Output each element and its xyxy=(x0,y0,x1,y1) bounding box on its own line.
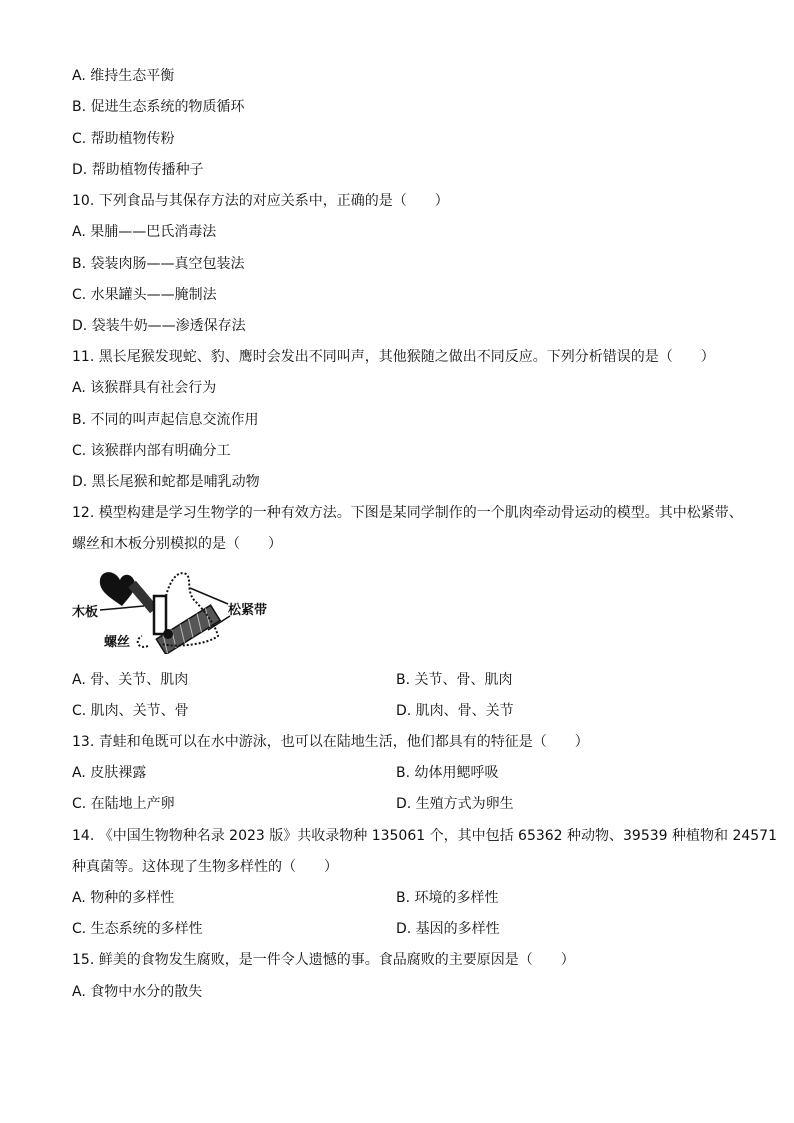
q12-option-b: B. 关节、骨、肌肉 xyxy=(396,672,513,688)
q9-option-a: A. 维持生态平衡 xyxy=(72,68,175,84)
screw xyxy=(163,629,173,639)
label-board: 木板 xyxy=(72,605,99,620)
pointer-band-1 xyxy=(190,588,228,604)
q10-option-b: B. 袋装肉肠——真空包装法 xyxy=(72,256,245,272)
label-screw: 螺丝 xyxy=(104,635,131,650)
muscle-bone-model-figure xyxy=(68,566,300,654)
q10-option-c: C. 水果罐头——腌制法 xyxy=(72,287,217,303)
q15-option-a: A. 食物中水分的散失 xyxy=(72,984,203,1000)
q10-stem: 10. 下列食品与其保存方法的对应关系中，正确的是（ ） xyxy=(72,193,449,209)
q12-option-a: A. 骨、关节、肌肉 xyxy=(72,672,189,688)
q14-option-c: C. 生态系统的多样性 xyxy=(72,921,203,937)
q13-stem: 13. 青蛙和龟既可以在水中游泳，也可以在陆地生活，他们都具有的特征是（ ） xyxy=(72,734,589,750)
q9-option-c: C. 帮助植物传粉 xyxy=(72,131,175,147)
q11-stem: 11. 黑长尾猴发现蛇、豹、鹰时会发出不同叫声，其他猴随之做出不同反应。下列分析错误的是（ ） xyxy=(72,349,715,365)
vertical-bone xyxy=(154,596,166,634)
q13-option-c: C. 在陆地上产卵 xyxy=(72,796,175,812)
q12-option-c: C. 肌肉、关节、骨 xyxy=(72,703,189,719)
q15-stem: 15. 鲜美的食物发生腐败，是一件令人遗憾的事。食品腐败的主要原因是（ ） xyxy=(72,952,575,968)
q10-option-a: A. 果脯——巴氏消毒法 xyxy=(72,224,217,240)
q14-option-d: D. 基因的多样性 xyxy=(396,921,500,937)
q12-stem-line1: 12. 模型构建是学习生物学的一种有效方法。下图是某同学制作的一个肌肉牵动骨运动的模型。其中松紧带、 xyxy=(72,505,743,521)
q14-option-b: B. 环境的多样性 xyxy=(396,890,499,906)
q10-option-d: D. 袋装牛奶——渗透保存法 xyxy=(72,318,246,334)
q14-stem-line2: 种真菌等。这体现了生物多样性的（ ） xyxy=(72,859,338,875)
q9-option-d: D. 帮助植物传播种子 xyxy=(72,162,204,178)
pointer-board xyxy=(100,606,144,610)
heart-shape xyxy=(100,572,135,606)
q11-option-b: B. 不同的叫声起信息交流作用 xyxy=(72,412,259,428)
q13-option-d: D. 生殖方式为卵生 xyxy=(396,796,514,812)
q11-option-c: C. 该猴群内部有明确分工 xyxy=(72,443,231,459)
q12-stem-line2: 螺丝和木板分别模拟的是（ ） xyxy=(72,536,282,552)
q9-option-b: B. 促进生态系统的物质循环 xyxy=(72,99,245,115)
q11-option-d: D. 黑长尾猴和蛇都是哺乳动物 xyxy=(72,474,260,490)
q14-stem-line1: 14. 《中国生物物种名录 2023 版》共收录物种 135061 个，其中包括 65362 种动物、39539 种植物和 24571 xyxy=(72,828,777,844)
q13-option-a: A. 皮肤裸露 xyxy=(72,765,147,781)
q12-option-d: D. 肌肉、骨、关节 xyxy=(396,703,514,719)
q13-option-b: B. 幼体用鳃呼吸 xyxy=(396,765,499,781)
q14-option-a: A. 物种的多样性 xyxy=(72,890,175,906)
q11-option-a: A. 该猴群具有社会行为 xyxy=(72,380,217,396)
label-band: 松紧带 xyxy=(228,603,268,618)
